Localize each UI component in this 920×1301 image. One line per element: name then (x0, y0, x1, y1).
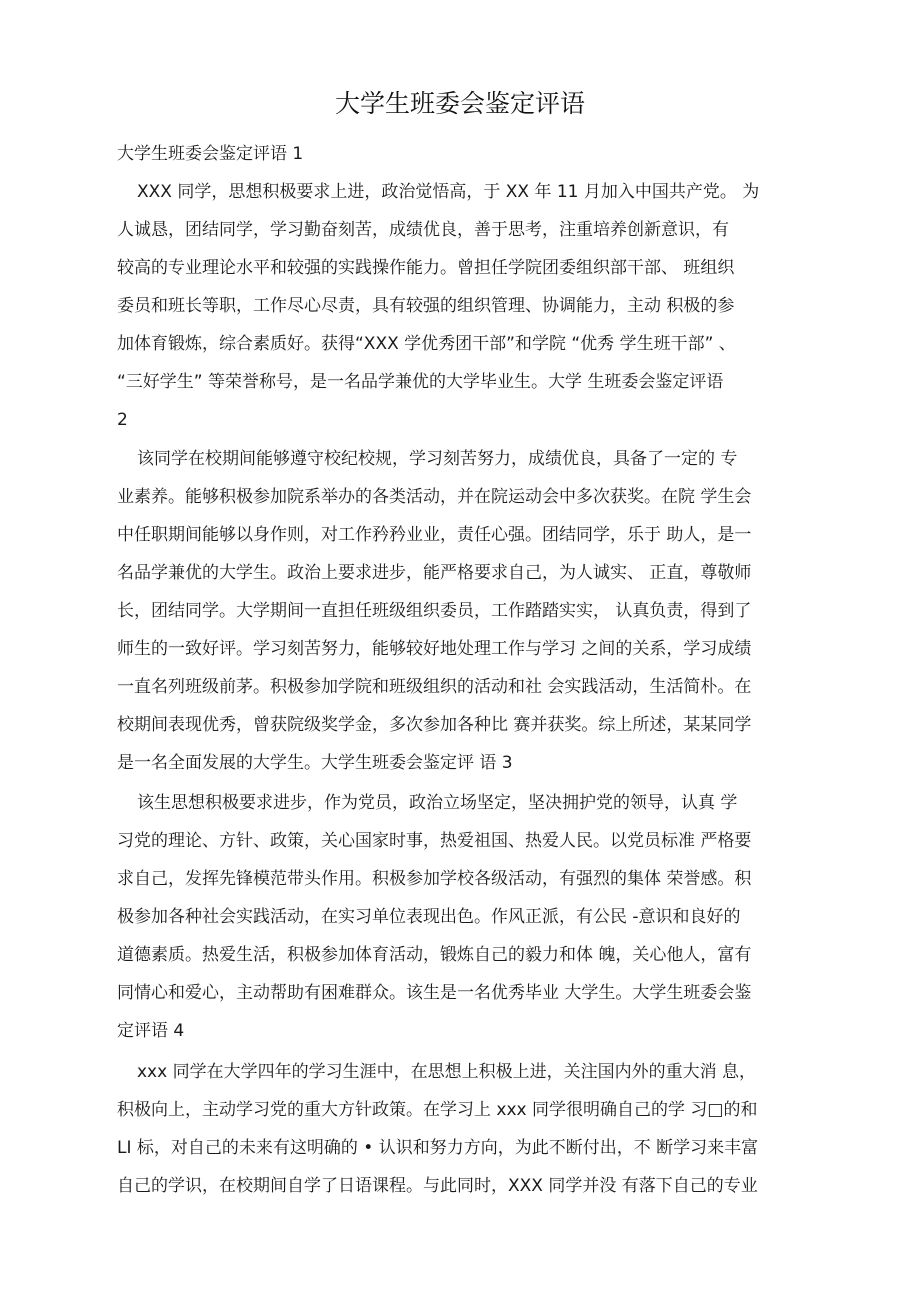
paragraph-line: 该生思想积极要求进步，作为党员，政治立场坚定，坚决拥护党的领导，认真 学 (137, 793, 738, 813)
paragraph-line: 加体育锻炼，综合素质好。获得“XXX 学优秀团干部”和学院 “优秀 学生班干部” 、 (117, 334, 736, 354)
paragraph-line: 师生的一致好评。学习刻苦努力，能够较好地处理工作与学习 之间的关系，学习成绩 (117, 639, 752, 659)
paragraph-line: 名品学兼优的大学生。政治上要求进步，能严格要求自己，为人诚实、 正直，尊敬师 (117, 563, 752, 583)
paragraph-line: 道德素质。热爱生活，积极参加体育活动，锻炼自己的毅力和体 魄，关心他人，富有 (117, 945, 752, 965)
paragraph-line: 人诚恳，团结同学，学习勤奋刻苦，成绩优良，善于思考，注重培养创新意识，有 (117, 220, 729, 240)
paragraph-line: 该同学在校期间能够遵守校纪校规，学习刻苦努力，成绩优良，具备了一定的 专 (137, 449, 738, 469)
paragraph-line: 中任职期间能够以身作则，对工作矜矜业业，责任心强。团结同学，乐于 助人，是一 (117, 525, 752, 545)
paragraph-line: 求自己，发挥先锋模范带头作用。积极参加学校各级活动，有强烈的集体 荣誉感。积 (117, 869, 752, 889)
paragraph-line: 委员和班长等职，工作尽心尽责，具有较强的组织管理、协调能力，主动 积极的参 (117, 296, 735, 316)
paragraph-line: 校期间表现优秀，曾获院级奖学金，多次参加各种比 赛并获奖。综上所述，某某同学 (117, 715, 752, 735)
paragraph-line: 2 (117, 410, 128, 430)
paragraph-line: 一直名列班级前茅。积极参加学院和班级组织的活动和社 会实践活动，生活简朴。在 (117, 677, 752, 697)
document-title: 大学生班委会鉴定评语 (334, 89, 585, 118)
paragraph-line: 自己的学识，在校期间自学了日语课程。与此同时，XXX 同学并没 有落下自己的专业 (117, 1176, 758, 1196)
paragraph-line: 是一名全面发展的大学生。大学生班委会鉴定评 语 3 (117, 753, 513, 773)
paragraph-line: LI 标，对自己的未来有这明确的 • 认识和努力方向，为此不断付出，不 断学习来丰富 (117, 1138, 759, 1158)
paragraph-line: xxx 同学在大学四年的学习生涯中，在思想上积极上进，关注国内外的重大消 息， (137, 1062, 756, 1082)
paragraph-line: 长，团结同学。大学期间一直担任班级组织委员，工作踏踏实实， 认真负责，得到了 (117, 601, 752, 621)
paragraph-line: “三好学生” 等荣誉称号，是一名品学兼优的大学毕业生。大学 生班委会鉴定评语 (117, 372, 724, 392)
paragraph-line: 较高的专业理论水平和较强的实践操作能力。曾担任学院团委组织部干部、 班组织 (117, 258, 735, 278)
paragraph-line: 习党的理论、方针、政策，关心国家时事，热爱祖国、热爱人民。以党员标准 严格要 (117, 831, 752, 851)
paragraph-line: 极参加各种社会实践活动，在实习单位表现出色。作风正派，有公民 -意识和良好的 (117, 907, 741, 927)
paragraph-line: XXX 同学，思想积极要求上进，政治觉悟高，于 XX 年 11 月加入中国共产党。 为 (137, 182, 760, 202)
paragraph-line: 同情心和爱心，主动帮助有困难群众。该生是一名优秀毕业 大学生。大学生班委会鉴 (117, 983, 752, 1003)
paragraph-line: 业素养。能够积极参加院系举办的各类活动，并在院运动会中多次获奖。在院 学生会 (117, 487, 752, 507)
paragraph-line: 定评语 4 (117, 1021, 185, 1041)
paragraph-line: 积极向上，主动学习党的重大方针政策。在学习上 xxx 同学很明确自己的学 习□的和 (117, 1100, 758, 1120)
section-heading-1: 大学生班委会鉴定评语 1 (117, 144, 304, 164)
